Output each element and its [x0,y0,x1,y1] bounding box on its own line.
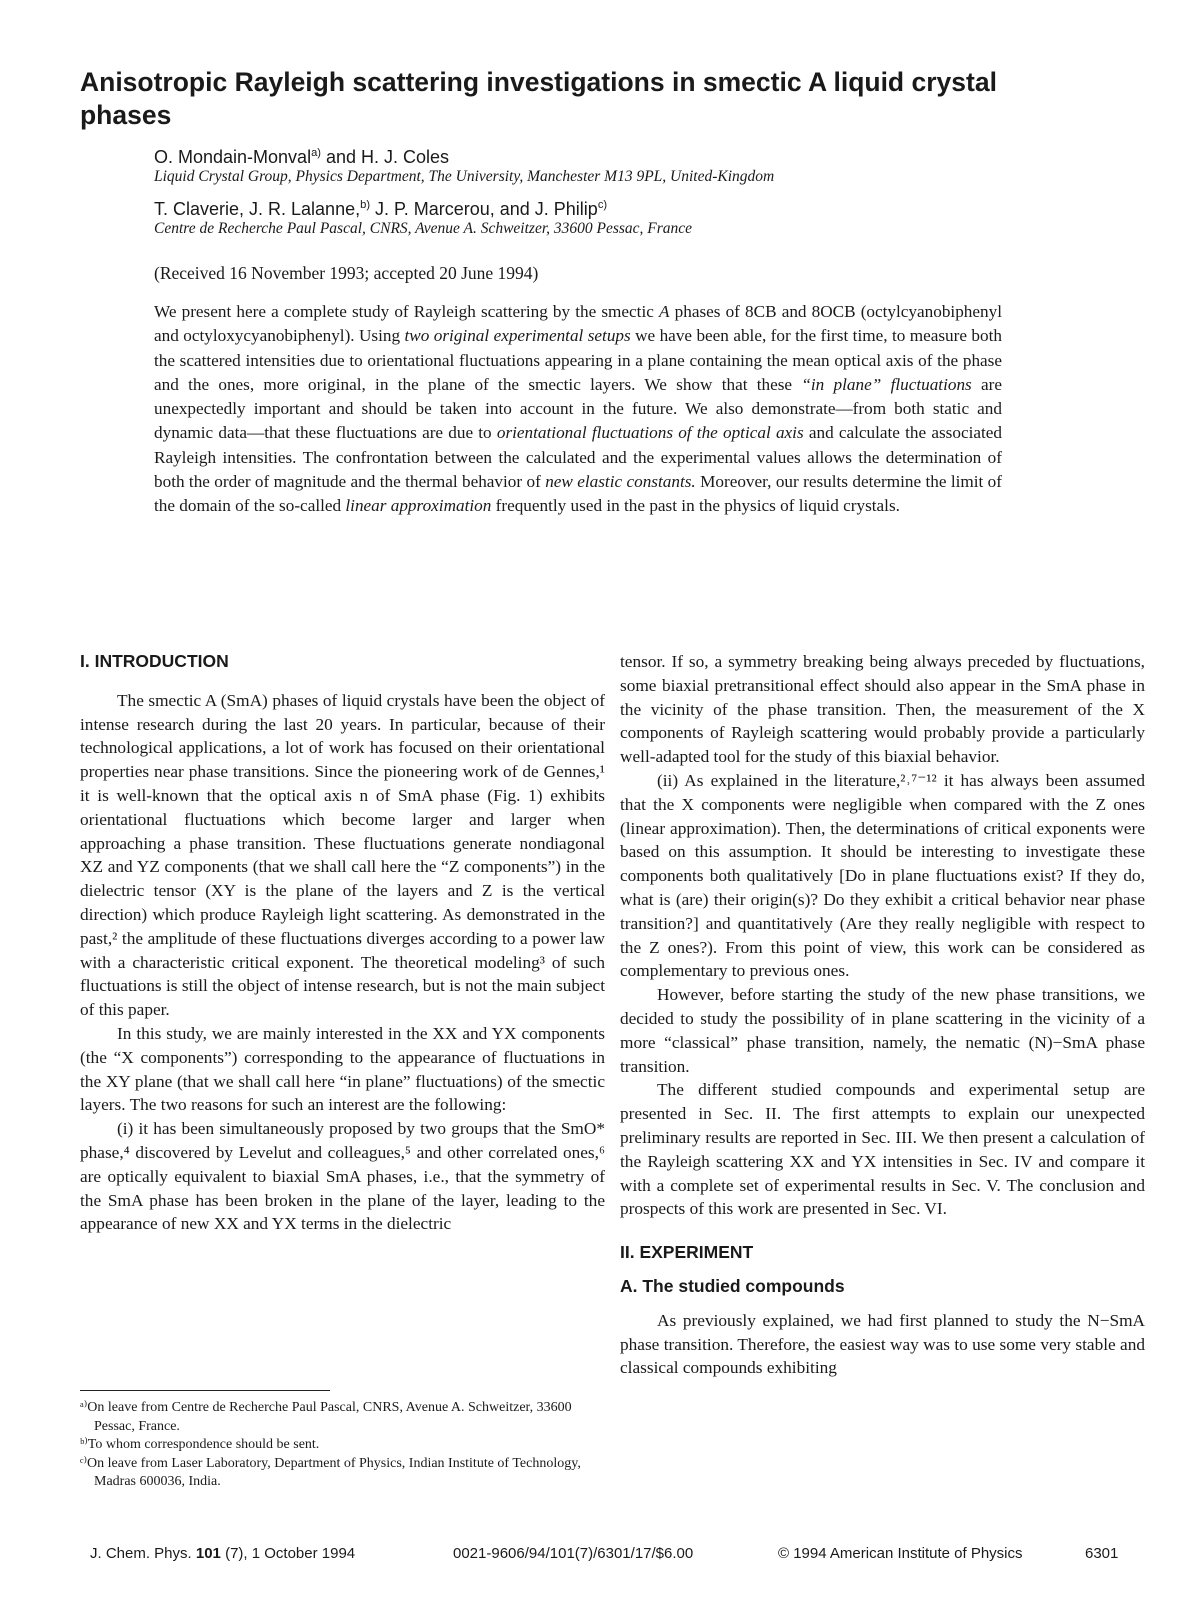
right-column [620,650,1145,1380]
right-paragraph-1: tensor. If so, a symmetry breaking being always preceded by fluctuations, some biaxial pretransitional effect should also appear in the SmA phase in the vicinity of the phase transition. Then, the measurement of the X components of Rayleigh scattering would probably provide a particularly well-adapted tool for the study of this biaxial behavior. [620,652,1145,767]
article-code: 0021-9606/94/101(7)/6301/17/$6.00 [453,1545,694,1562]
abstract: We present here a complete study of Rayleigh scattering by the smectic A phases of 8CB and 8OCB (octylcyanobiphenyl and octyloxycyanobiphenyl). Using two original experimental setups we have been able, for the first time, to measure both the scattered intensities due to orientational fluctuations appearing in a plane containing the mean optical axis of the phase and the ones, more original, in the plane of the smectic layers. We show that these “in plane” fluctuations are unexpectedly important and should be taken into account in the future. We also demonstrate—from both static and dynamic data—that these fluctuations are due to orientational fluctuations of the optical axis and calculate the associated Rayleigh intensities. The confrontation between the calculated and the experimental values allows the determination of both the order of magnitude and the thermal behavior of new elastic constants. Moreover, our results determine the limit of the domain of the so-called linear approximation frequently used in the past in the physics of liquid crystals. [154,302,1002,516]
intro-paragraph-2: In this study, we are mainly interested in the XX and YX components (the “X components”) corresponding to the appearance of fluctuations in the XY plane (that we shall call here “in plane” fluctuations) of the smectic layers. The two reasons for such an interest are the following: [80,1023,605,1115]
affiliation-1: Liquid Crystal Group, Physics Department, The University, Manchester M13 9PL, United-Kingdom [154,168,775,185]
intro-paragraph-3: (i) it has been simultaneously proposed by two groups that the SmO* phase,⁴ discovered by Levelut and colleagues,⁵ and other correlated ones,⁶ are optically equivalent to biaxial SmA phases, i.e., that the symmetry of the SmA phase has been broken in the plane of the layer, leading to the appearance of new XX and YX terms in the dielectric [80,1119,605,1234]
author-line-1 [154,146,449,168]
author-names: J. P. Marcerou, and J. Philip [370,199,598,219]
page-number: 6301 [1085,1545,1119,1562]
affiliation-marker: b) [360,199,371,211]
footnote-b: ᵇ⁾To whom correspondence should be sent. [80,1437,320,1452]
affiliation-marker: a) [311,147,321,159]
subsection-heading-compounds: A. The studied compounds [620,1275,845,1296]
author-names: T. Claverie, J. R. Lalanne, [154,199,361,219]
experiment-paragraph-1: As previously explained, we had first planned to study the N−SmA phase transition. Therefore, the easiest way was to use some very stable and classical compounds exhibiting [620,1310,1145,1378]
paper-title: Anisotropic Rayleigh scattering investigations in smectic A liquid crystal phases [80,67,997,130]
right-paragraph-4: The different studied compounds and experimental setup are presented in Sec. II. The first attempts to explain our unexpected preliminary results are reported in Sec. III. We then present a calculation of the Rayleigh scattering XX and YX intensities in Sec. IV and compare it with a complete set of experimental results in Sec. V. The conclusion and prospects of this work are presented in Sec. VI. [620,1080,1145,1219]
author-names: and H. J. Coles [321,147,450,167]
section-heading-experiment: II. EXPERIMENT [620,1242,754,1263]
left-column [80,650,605,1236]
right-paragraph-2: (ii) As explained in the literature,²˒⁷⁻¹² it has always been assumed that the X components were negligible when compared with the Z ones (linear approximation). Then, the determinations of critical exponents were based on this assumption. It should be interesting to investigate these components both qualitatively [Do in plane fluctuations exist? If they do, what is (are) their origin(s)? Do they exhibit a critical behavior near phase transition?] and quantitatively (Are they really negligible with respect to the Z ones?). From this point of view, this work can be considered as complementary to previous ones. [620,770,1145,981]
author-names: O. Mondain-Monval [154,147,312,167]
received-dates: (Received 16 November 1993; accepted 20 June 1994) [154,263,539,283]
affiliation-2: Centre de Recherche Paul Pascal, CNRS, Avenue A. Schweitzer, 33600 Pessac, France [154,220,693,237]
footnote-c: ᶜ⁾On leave from Laser Laboratory, Department of Physics, Indian Institute of Technology, Madras 600036, India. [80,1455,581,1489]
section-heading-introduction: I. INTRODUCTION [80,651,229,671]
footnote-a: ᵃ⁾On leave from Centre de Recherche Paul Pascal, CNRS, Avenue A. Schweitzer, 33600 Pessac, France. [80,1400,572,1434]
footnotes [80,1399,605,1492]
intro-paragraph-1: The smectic A (SmA) phases of liquid crystals have been the object of intense research during the last 20 years. In particular, because of their technological applications, a lot of work has focused on their orientational properties near phase transitions. Since the pioneering work of de Gennes,¹ it is well-known that the optical axis n of SmA phase (Fig. 1) exhibits orientational fluctuations which become larger and larger when approaching a phase transition. These fluctuations generate nondiagonal XZ and YZ components (that we shall call here the “Z components”) in the dielectric tensor (XY is the plane of the layers and Z is the vertical direction) which produce Rayleigh light scattering. As demonstrated in the past,² the amplitude of these fluctuations diverges according to a power law with a characteristic critical exponent. The theoretical modeling³ of such fluctuations is still the object of intense research, but is not the main subject of this paper. [80,690,605,1020]
right-paragraph-3: However, before starting the study of the new phase transitions, we decided to study the possibility of in plane scattering in the vicinity of a more “classical” phase transition, namely, the nematic (N)−SmA phase transition. [620,985,1145,1076]
footnote-rule [80,1390,330,1391]
affiliation-marker: c) [597,199,608,211]
copyright-notice: © 1994 American Institute of Physics [778,1545,1023,1562]
journal-citation: J. Chem. Phys. 101 (7), 1 October 1994 [90,1545,356,1562]
author-line-2 [154,198,607,220]
